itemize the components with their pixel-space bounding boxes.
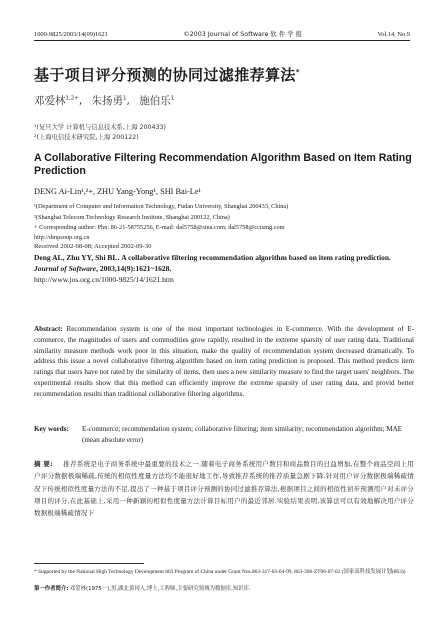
corresponding-author: + Corresponding author: Phn: 86-21-58755256, E-mail: dal5758@sina.com; dal5758@cctsmg.com — [34, 224, 285, 231]
author-bio-label: 第一作者简介: — [34, 586, 69, 592]
en-affiliation: ¹(Department of Computer and Information Technology, Fudan University, Shanghai 200433, China) — [34, 203, 289, 210]
running-header — [34, 25, 410, 38]
cn-affiliation: ¹(复旦大学 计算机与信息技术系,上海 200433) — [34, 124, 166, 131]
cn-author-name: 朱扬勇 — [91, 95, 124, 107]
chinese-abstract — [34, 458, 414, 519]
cn-author-sup: 1,2+ — [65, 95, 79, 102]
chinese-title — [34, 64, 300, 85]
header-rule — [34, 40, 410, 41]
citation-journal: Journal of Software — [34, 264, 97, 273]
cn-author-sup: 1 — [123, 95, 127, 102]
chinese-title-footnote-mark: * — [295, 68, 300, 76]
english-authors: DENG Ai-Lin¹,²+, ZHU Yang-Yong¹, SHI Bai-Le¹ — [34, 187, 202, 196]
header-volume: Vol.14, No.9 — [377, 31, 410, 38]
abstract-label: Abstract: — [34, 325, 63, 333]
citation-url[interactable]: http://www.jos.org.cn/1000-9825/14/1621.htm — [34, 275, 174, 284]
author-bio-text: 邓爱林(1975－),男,湖北黄冈人,博士,工程师,主要研究领域为数据库,知识库. — [69, 586, 251, 592]
citation-title: A collaborative filtering recommendation algorithm based on item rating prediction. — [121, 253, 391, 262]
cn-abstract-text: 推荐系统是电子商务系统中最重要的技术之一.随着电子商务系统用户数目和商品数目的日益增加,在整个商品空间上用户评分数据极端稀疏,传统的相似性度量方法均不能很好地工作,导致推荐系统的推荐质量急剧下降.针对用户评分数据极端稀疏情况下传统相似性度量方法的不足,提出了一种基于项目评分预测的协同过滤推荐算法,根据项目之间的相似性初步预测用户对未评分项目的评分,在此基础上,采用一种新颖的相似性度量方法计算目标用户的最近邻居.实验结果表明,该算法可以有效地解决用户评分数据极端稀疏情况下 — [34, 460, 414, 518]
en-affiliation: ²(Shanghai Telecom Technology Research Institute, Shanghai 200122, China) — [34, 214, 230, 221]
cn-abstract-label: 摘 要: — [34, 460, 53, 468]
abstract-text: Recommendation system is one of the most important technologies in E-commerce. With the development of E-commerce, the magnitudes of users and commodities grow rapidly, resulted in the extreme sparsity of user rating data. Traditional similarity measure methods work poor in this situation, make the quality of recommendation system decreased dramatically. To address this issue a novel collaborative filtering algorithm based on item rating prediction is proposed. This method predicts item ratings that users have not rated by the similarity of items, then uses a new similarity measure to find the target users' neighbors. The experimental results show that this method can efficiently improve the extreme sparsity of user rating data, and provid better recommendation results than traditional collaborative filtering algorithms. — [34, 325, 414, 398]
keywords-text: E-commerce; recommendation system; collaborative filtering; item similarity; recommendation algorithm; MAE (mean absolute error) — [82, 425, 403, 444]
keywords-block — [34, 424, 414, 446]
header-doc-id: 1000-9825/2003/14(09)1621 — [34, 31, 108, 38]
citation-volume: , 2003,14(9):1621~1628. — [96, 264, 172, 273]
header-journal: ©2003 Journal of Software 软 件 学 报 — [183, 30, 303, 38]
keywords-label: Key words: — [34, 425, 69, 433]
english-title: A Collaborative Filtering Recommendation Algorithm Based on Item Rating Prediction — [34, 152, 412, 177]
received-dates: Received 2002-08-08; Accepted 2002-09-30 — [34, 243, 152, 250]
citation-block — [34, 252, 414, 285]
funding-footnote: * Supported by the National High Technology Development 863 Program of China under Grant Nos.863-317-03-04-99, 863-306-ZT06-07-02 (国家高科技发展计划(863)) — [34, 569, 406, 575]
website: http://dmpsoup.org.cn — [34, 234, 90, 241]
cn-author-name: 施伯乐 — [139, 95, 171, 107]
chinese-authors: 邓爱林$^{1,2+}$, 朱扬勇$^1$, 施伯乐$^1$ — [34, 95, 175, 107]
cn-affiliation: ²(上海电信技术研究院,上海 200122) — [34, 134, 139, 141]
footnote-rule — [34, 563, 144, 564]
author-bio-footnote — [34, 586, 418, 594]
chinese-title-text: 基于项目评分预测的协同过滤推荐算法 — [34, 66, 296, 84]
cn-author-sup: 1 — [170, 95, 175, 102]
english-abstract — [34, 324, 414, 400]
citation-authors: Deng AL, Zhu YY, Shi BL. — [34, 253, 120, 262]
cn-author-name: 邓爱林 — [34, 95, 66, 107]
